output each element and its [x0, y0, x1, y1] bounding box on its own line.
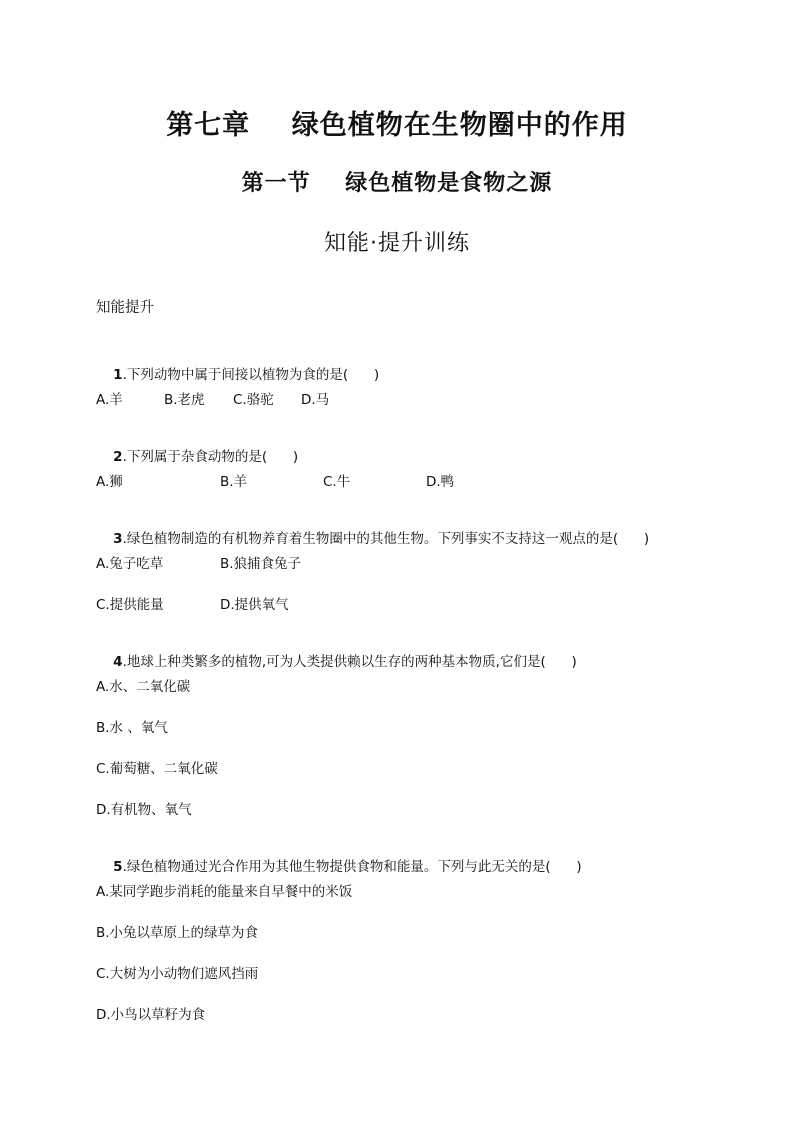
option-c: C.提供能量	[96, 597, 164, 613]
chapter-title: 第七章 绿色植物在生物圈中的作用	[166, 110, 628, 141]
question-number: 5	[113, 859, 123, 875]
question-3-options-row-2	[96, 593, 289, 613]
option-a: A.羊	[96, 392, 123, 408]
option-d: D.有机物、氧气	[96, 802, 192, 818]
option-b: B.老虎	[164, 392, 205, 408]
option-c: C.牛	[323, 474, 351, 490]
option-d: D.马	[301, 392, 330, 408]
option-d: D.小鸟以草籽为食	[96, 1007, 206, 1023]
option-a: A.某同学跑步消耗的能量来自早餐中的米饭	[96, 884, 353, 900]
option-b: B.小兔以草原上的绿草为食	[96, 925, 259, 941]
part-heading: 知能提升	[96, 300, 154, 316]
question-text: .地球上种类繁多的植物,可为人类提供赖以生存的两种基本物质,它们是( )	[122, 654, 577, 670]
question-number: 3	[113, 531, 123, 547]
question-number: 4	[113, 654, 123, 670]
option-a: A.狮	[96, 474, 123, 490]
option-a: A.水、二氧化碳	[96, 679, 191, 695]
question-2-options	[96, 470, 454, 490]
option-c: C.葡萄糖、二氧化碳	[96, 761, 218, 777]
question-number: 1	[113, 367, 123, 383]
option-d: D.鸭	[426, 474, 455, 490]
section-title: 第一节 绿色植物是食物之源	[241, 170, 553, 196]
exercise-subtitle: 知能·提升训练	[324, 231, 470, 256]
option-b: B.狼捕食兔子	[220, 556, 302, 572]
option-c: C.骆驼	[233, 392, 274, 408]
option-b: B.羊	[220, 474, 248, 490]
question-text: .下列动物中属于间接以植物为食的是( )	[122, 367, 380, 383]
option-b: B.水 、氧气	[96, 720, 168, 736]
question-text: .下列属于杂食动物的是( )	[122, 449, 299, 465]
question-3-options-row-1	[96, 552, 301, 572]
option-d: D.提供氧气	[220, 597, 289, 613]
option-a: A.兔子吃草	[96, 556, 164, 572]
question-text: .绿色植物制造的有机物养育着生物圈中的其他生物。下列事实不支持这一观点的是( )	[122, 531, 650, 547]
question-text: .绿色植物通过光合作用为其他生物提供食物和能量。下列与此无关的是( )	[122, 859, 582, 875]
question-1-options	[96, 388, 329, 408]
question-number: 2	[113, 449, 123, 465]
option-c: C.大树为小动物们遮风挡雨	[96, 966, 259, 982]
